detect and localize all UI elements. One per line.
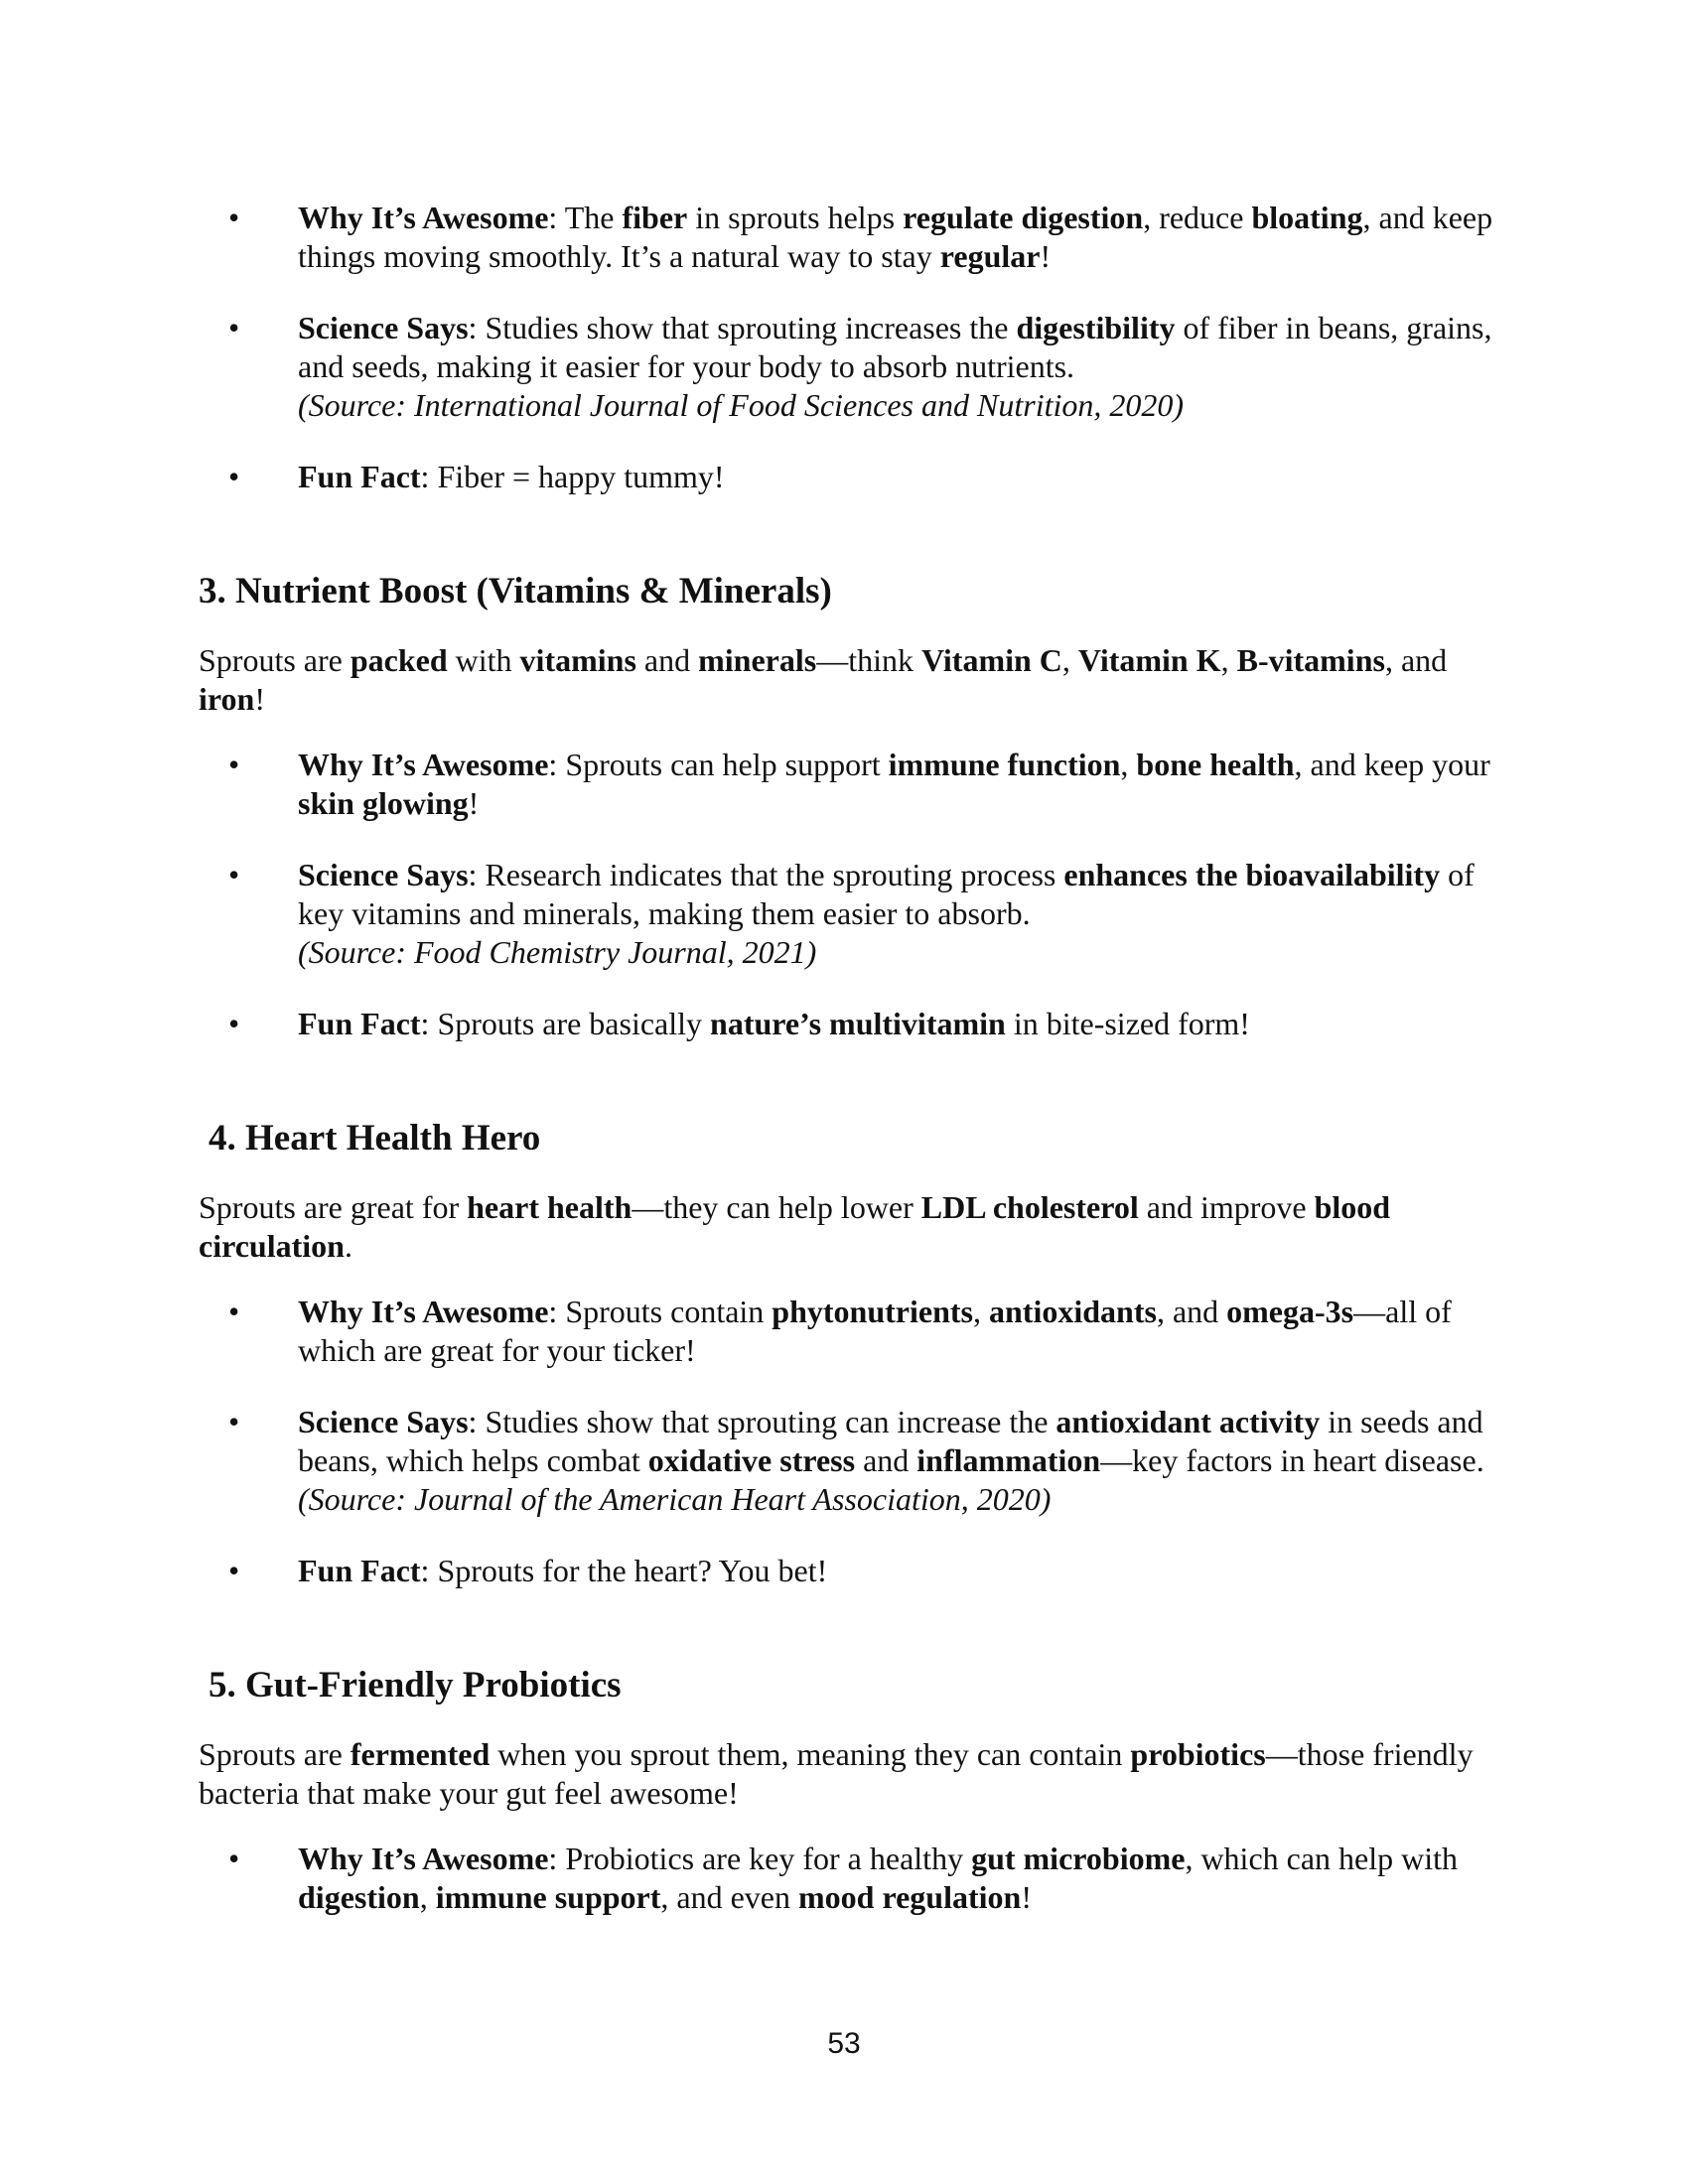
- bullet-list-digestion: [199, 199, 1499, 496]
- list-item: • Why It’s Awesome: Sprouts can help support immune function, bone health, and keep your skin glowing!: [228, 747, 1490, 821]
- list-item: • Science Says: Studies show that sprouting can increase the antioxidant activity in seeds and beans, which helps combat oxidative stress and inflammation—key factors in heart disease.(Source: Journal of the American Heart Association, 2020): [228, 1404, 1484, 1517]
- list-item: • Science Says: Studies show that sprouting increases the digestibility of fiber in beans, grains, and seeds, making it easier for your body to absorb nutrients. (Source: International Journal of Food Sciences and Nutrition, 2020): [199, 309, 1499, 425]
- bullet-icon: •: [228, 1006, 240, 1041]
- item-label: Why It’s Awesome: [298, 200, 549, 235]
- bullet-icon: •: [228, 1841, 240, 1876]
- bullet-icon: •: [228, 747, 240, 782]
- bullet-icon: •: [228, 459, 240, 494]
- item-label: Science Says: [298, 310, 469, 345]
- list-item: • Fun Fact: Fiber = happy tummy!: [228, 459, 725, 494]
- item-label: Why It’s Awesome: [298, 1841, 549, 1876]
- bullet-icon: •: [228, 310, 240, 345]
- source-citation: (Source: Food Chemistry Journal, 2021): [298, 934, 817, 970]
- section-intro: Sprouts are great for heart health—they can help lower LDL cholesterol and improve blood circulation.: [199, 1189, 1391, 1264]
- list-item: • Fun Fact: Sprouts for the heart? You bet!: [228, 1553, 828, 1588]
- item-label: Why It’s Awesome: [298, 1294, 549, 1329]
- bullet-icon: •: [228, 857, 240, 892]
- list-item: • Fun Fact: Sprouts are basically nature’s multivitamin in bite-sized form!: [228, 1006, 1250, 1041]
- section-intro: Sprouts are packed with vitamins and minerals—think Vitamin C, Vitamin K, B-vitamins, and iron!: [199, 642, 1448, 717]
- section-heading-heart-health: 4. Heart Health Hero: [209, 1118, 541, 1159]
- page-number: 53: [827, 2027, 861, 2060]
- section-heading-probiotics: 5. Gut-Friendly Probiotics: [209, 1665, 622, 1706]
- section-intro: Sprouts are fermented when you sprout them, meaning they can contain probiotics—those friendly bacteria that make your gut feel awesome!: [199, 1736, 1474, 1811]
- item-label: Fun Fact: [298, 1006, 421, 1041]
- bullet-icon: •: [228, 1404, 240, 1439]
- item-label: Why It’s Awesome: [298, 747, 549, 782]
- bullet-icon: •: [228, 1553, 240, 1588]
- list-item: • Science Says: Research indicates that the sprouting process enhances the bioavailability of key vitamins and minerals, making them easier to absorb. (Source: Food Chemistry Journal, 2021): [199, 856, 1499, 972]
- document-body: [199, 199, 1499, 1950]
- source-citation: (Source: Journal of the American Heart Association, 2020): [298, 1481, 1052, 1517]
- source-citation: (Source: International Journal of Food Sciences and Nutrition, 2020): [298, 387, 1185, 423]
- section-heading-nutrient-boost: 3. Nutrient Boost (Vitamins & Minerals): [199, 571, 832, 612]
- item-label: Science Says: [298, 857, 469, 892]
- list-item: • Why It’s Awesome: Sprouts contain phytonutrients, antioxidants, and omega-3s—all of which are great for your ticker!: [228, 1294, 1452, 1368]
- item-label: Fun Fact: [298, 459, 421, 494]
- item-label: Fun Fact: [298, 1553, 421, 1588]
- list-item: • Why It’s Awesome: The fiber in sprouts helps regulate digestion, reduce bloating, and keep things moving smoothly. It’s a natural way to stay regular!: [228, 200, 1493, 274]
- list-item: • Why It’s Awesome: Probiotics are key for a healthy gut microbiome, which can help with digestion, immune support, and even mood regulation!: [228, 1841, 1459, 1915]
- bullet-list-probiotics: [199, 1840, 1499, 1917]
- bullet-icon: •: [228, 200, 240, 235]
- bullet-icon: •: [228, 1294, 240, 1329]
- bullet-list-heart: [199, 1293, 1499, 1590]
- bullet-list-nutrients: [199, 746, 1499, 1043]
- item-label: Science Says: [298, 1404, 469, 1439]
